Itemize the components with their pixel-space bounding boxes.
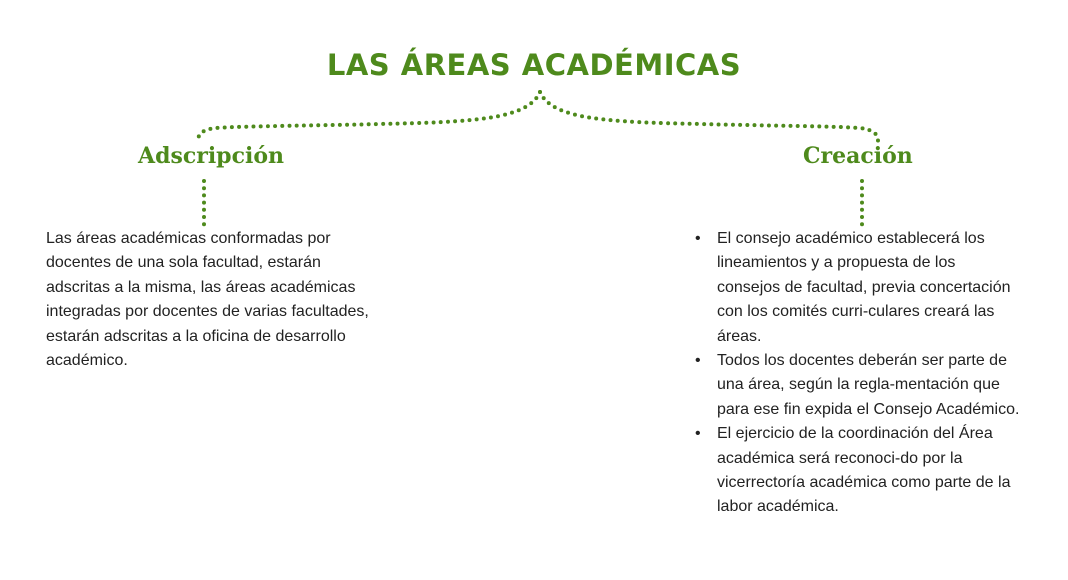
branch-heading-creacion: Creación	[803, 143, 913, 169]
connector-to-creacion	[540, 92, 878, 141]
connector-to-adscripcion	[198, 92, 540, 141]
bullet-icon: •	[695, 230, 701, 247]
list-item	[692, 349, 1022, 422]
list-item	[692, 227, 1022, 349]
list-item-text: Todos los docentes deberán ser parte de una área, según la regla-mentación que para ese fin expida el Consejo Académico.	[717, 352, 1020, 418]
creacion-bullet-list	[692, 227, 1022, 520]
list-item-text: El ejercicio de la coordinación del Área académica será reconoci-do por la vicerrectoría académica como parte de la labor académica.	[717, 425, 1011, 516]
diagram-title: LAS ÁREAS ACADÉMICAS	[326, 48, 742, 82]
bullet-icon: •	[695, 425, 701, 443]
list-item	[692, 422, 1022, 520]
bullet-icon: •	[695, 352, 701, 370]
adscripcion-description: Las áreas académicas conformadas por docentes de una sola facultad, estarán adscritas a la misma, las áreas académicas integradas por docentes de varias facultades, estarán adscritas a la oficina de desarrollo académico.	[46, 230, 369, 370]
branch-heading-adscripcion: Adscripción	[138, 143, 284, 169]
list-item-text: El consejo académico establecerá los lineamientos y a propuesta de los consejos de facultad, previa concertación con los comités curri-culares creará las áreas.	[717, 230, 1011, 345]
